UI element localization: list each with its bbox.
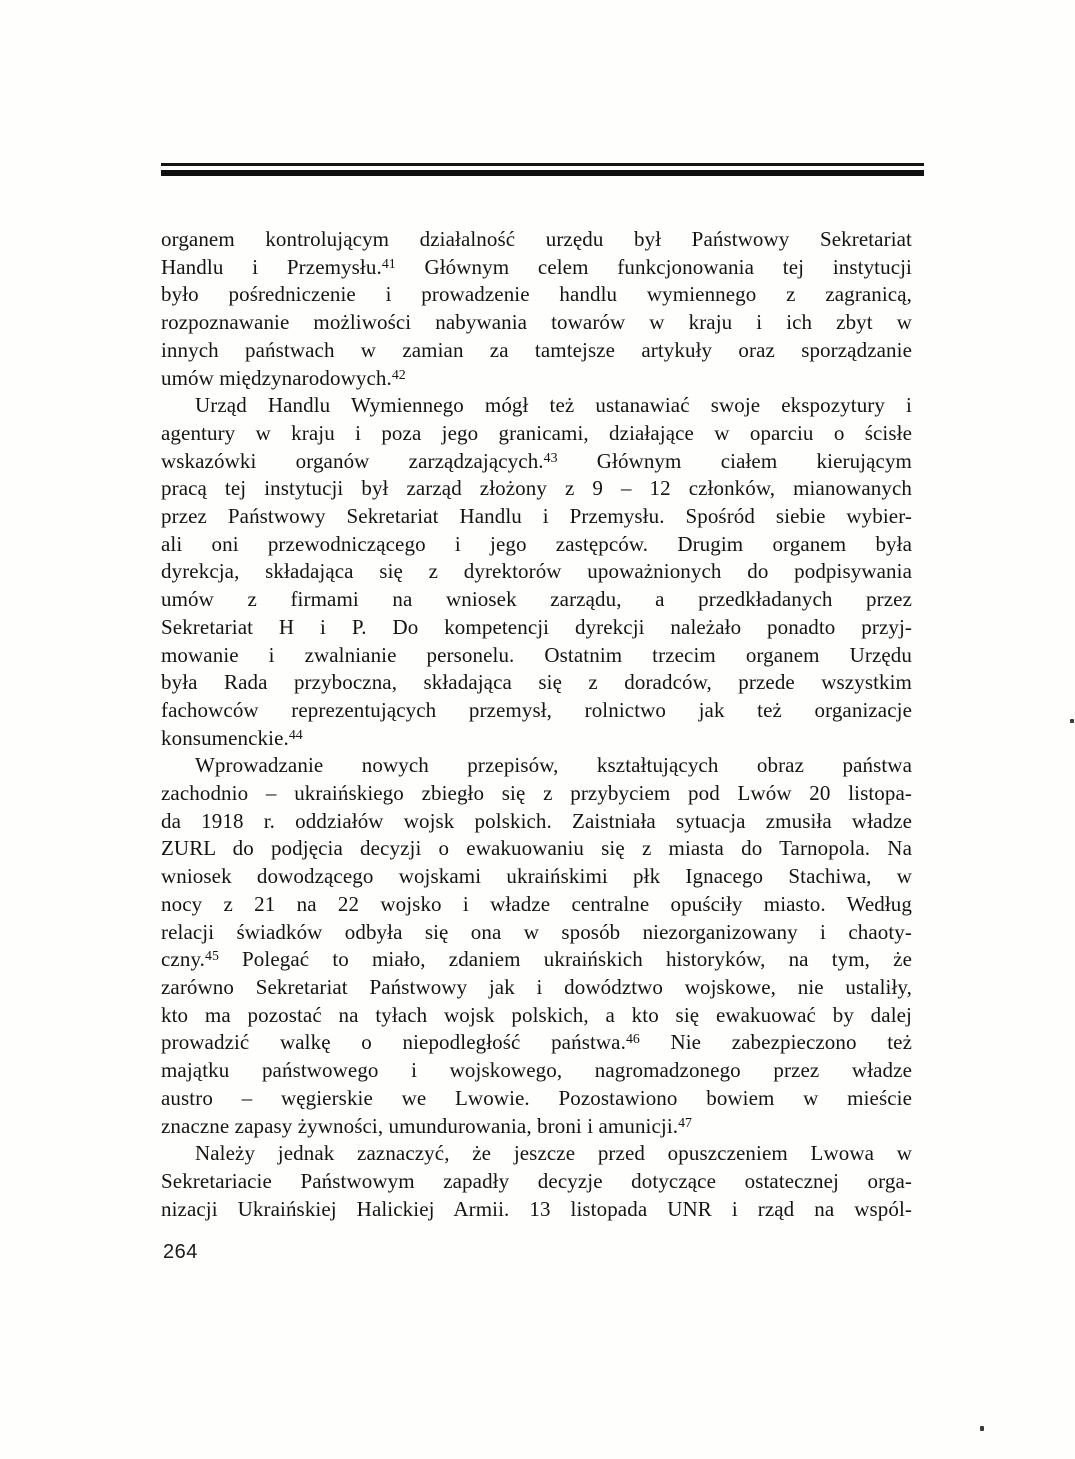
- text-line: Wprowadzanie nowych przepisów, kształtujących obraz państwa: [195, 753, 912, 778]
- text-line: Handlu i Przemysłu.$^{41}$ Głównym celem funkcjonowania tej instytucji: [161, 254, 912, 279]
- text-line: ali oni przewodniczącego i jego zastępców. Drugim organem była: [161, 531, 912, 556]
- text-line: mowanie i zwalnianie personelu. Ostatnim trzecim organem Urzędu: [161, 642, 912, 667]
- header-rule-thick-line: [161, 170, 924, 176]
- text-line: Sekretariat H i P. Do kompetencji dyrekcji należało ponadto przyj-: [161, 614, 912, 639]
- text-line: ZURL do podjęcia decyzji o ewakuowaniu się z miasta do Tarnopola. Na: [161, 836, 912, 861]
- footnote-ref: 46: [625, 1031, 640, 1047]
- text-block: [161, 226, 912, 1223]
- footnote-ref: 42: [391, 366, 406, 382]
- text-line: Urząd Handlu Wymiennego mógł też ustanawiać swoje ekspozytury i: [195, 393, 912, 418]
- text-line: majątku państwowego i wojskowego, nagromadzonego przez władze: [161, 1058, 912, 1083]
- footnote-ref: 45: [205, 948, 219, 964]
- scan-speck: [1070, 719, 1074, 723]
- text-line: nocy z 21 na 22 wojsko i władze centralne opuściły miasto. Według: [161, 891, 912, 916]
- text-line: rozpoznawanie możliwości nabywania towarów w kraju i ich zbyt w: [161, 310, 912, 335]
- text-line: Sekretariacie Państwowym zapadły decyzje dotyczące ostatecznej orga-: [161, 1168, 912, 1193]
- text-line: umów z firmami na wniosek zarządu, a przedkładanych przez: [161, 587, 912, 612]
- text-line: przez Państwowy Sekretariat Handlu i Przemysłu. Spośród siebie wybier-: [161, 504, 912, 529]
- text-line: była Rada przyboczna, składająca się z doradców, przede wszystkim: [161, 670, 912, 695]
- text-line: innych państwach w zamian za tamtejsze artykuły oraz sporządzanie: [161, 337, 912, 362]
- header-double-rule: [161, 163, 924, 176]
- text-line: agentury w kraju i poza jego granicami, działające w oparciu o ścisłe: [161, 420, 912, 445]
- text-line: dyrekcja, składająca się z dyrektorów upoważnionych do podpisywania: [161, 559, 912, 584]
- footnote-ref: 41: [381, 255, 396, 271]
- text-line: konsumenckie.$^{44}$: [161, 725, 303, 750]
- text-line: było pośredniczenie i prowadzenie handlu wymiennego z zagranicą,: [161, 282, 912, 307]
- footnote-ref: 43: [543, 449, 558, 465]
- text-line: relacji świadków odbyła się ona w sposób niezorganizowany i chaoty-: [161, 919, 912, 944]
- scan-speck: [980, 1426, 984, 1431]
- text-line: fachowców reprezentujących przemysł, rolnictwo jak też organizacje: [161, 697, 912, 722]
- paragraph: [161, 752, 912, 1140]
- text-line: da 1918 r. oddziałów wojsk polskich. Zaistniała sytuacja zmusiła władze: [161, 808, 912, 833]
- text-line: austro – węgierskie we Lwowie. Pozostawiono bowiem w mieście: [161, 1085, 912, 1110]
- text-line: czny.$^{45}$ Polegać to miało, zdaniem ukraińskich historyków, na tym, że: [161, 947, 912, 972]
- text-line: znaczne zapasy żywności, umundurowania, broni i amunicji.$^{47}$: [161, 1113, 692, 1138]
- text-line: prowadzić walkę o niepodległość państwa.$^{46}$ Nie zabezpieczono też: [161, 1030, 912, 1055]
- text-line: zachodnio – ukraińskiego zbiegło się z przybyciem pod Lwów 20 listopa-: [161, 781, 912, 806]
- footnote-ref: 47: [678, 1114, 692, 1130]
- text-line: wniosek dowodzącego wojskami ukraińskimi płk Ignacego Stachiwa, w: [161, 864, 912, 889]
- text-line: kto ma pozostać na tyłach wojsk polskich, a kto się ewakuować by dalej: [161, 1002, 912, 1027]
- text-line: Należy jednak zaznaczyć, że jeszcze przed opuszczeniem Lwowa w: [195, 1141, 912, 1166]
- paragraph: [161, 1140, 912, 1223]
- page-number: 264: [163, 1241, 198, 1263]
- text-line: nizacji Ukraińskiej Halickiej Armii. 13 listopada UNR i rząd na wspól-: [161, 1196, 912, 1221]
- text-line: organem kontrolującym działalność urzędu był Państwowy Sekretariat: [161, 227, 912, 251]
- paragraph: [161, 392, 912, 752]
- footnote-ref: 44: [288, 726, 303, 742]
- text-line: umów międzynarodowych.$^{42}$: [161, 365, 406, 390]
- paragraph: [161, 226, 912, 392]
- text-line: pracą tej instytucji był zarząd złożony z 9 – 12 członków, mianowanych: [161, 476, 912, 501]
- text-line: zarówno Sekretariat Państwowy jak i dowództwo wojskowe, nie ustaliły,: [161, 974, 912, 999]
- text-line: wskazówki organów zarządzających.$^{43}$ Głównym ciałem kierującym: [161, 448, 912, 473]
